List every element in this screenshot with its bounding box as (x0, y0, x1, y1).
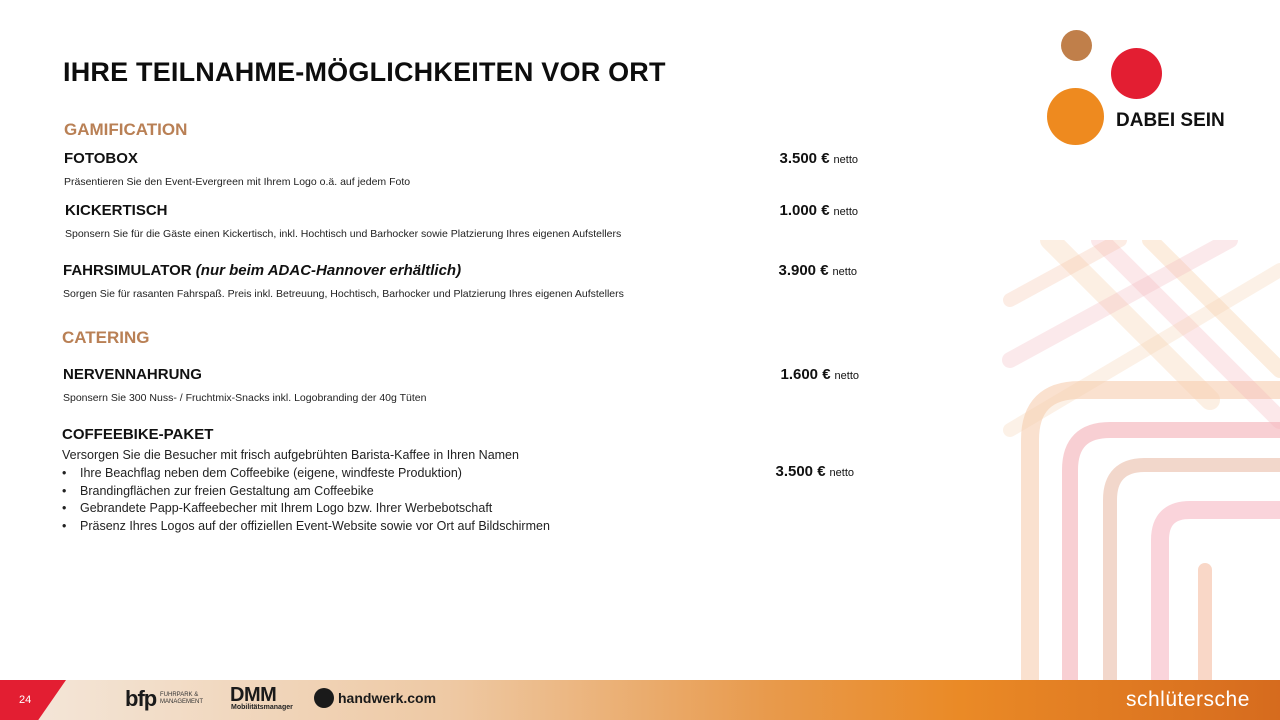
page-number: 24 (19, 694, 32, 706)
item-kickertisch-price (779, 202, 858, 219)
item-fahrsimulator-title: FAHRSIMULATOR (63, 262, 192, 279)
item-kickertisch-desc: Sponsern Sie für die Gäste einen Kickertisch, inkl. Hochtisch und Barhocker sowie Platzierung Ihres eigenen Aufstellers (65, 228, 622, 240)
dabei-sein-badge: DABEI SEIN (1116, 110, 1225, 131)
item-fotobox-desc: Präsentieren Sie den Event-Evergreen mit Ihrem Logo o.ä. auf jedem Foto (64, 176, 411, 188)
bfp-logo-subtitle: FUHRPARK & MANAGEMENT (160, 692, 204, 705)
price-value: 3.900 € (778, 262, 829, 279)
brown-circle-decoration (1061, 30, 1092, 61)
item-nervennahrung-name: NERVENNAHRUNG (63, 366, 202, 383)
item-fahrsimulator-note: (nur beim ADAC-Hannover erhältlich) (195, 262, 462, 279)
item-fotobox-name: FOTOBOX (64, 150, 138, 167)
item-fahrsimulator-desc: Sorgen Sie für rasanten Fahrspaß. Preis inkl. Betreuung, Hochtisch, Barhocker und Platzierung Ihres eigenen Aufstellers (63, 288, 624, 300)
section-catering: CATERING (62, 328, 150, 347)
item-fotobox-price (779, 150, 858, 167)
handwerk-logo: handwerk.com (338, 690, 437, 706)
price-value: 1.600 € (780, 366, 831, 383)
price-value: 1.000 € (779, 202, 830, 219)
red-circle-decoration (1111, 48, 1162, 99)
coffeebike-bullet-list (62, 465, 550, 535)
dmm-logo: DMM (230, 684, 277, 706)
list-item: • Präsenz Ihres Logos auf der offiziellen Event-Website sowie vor Ort auf Bildschirmen (62, 518, 550, 536)
item-fahrsimulator-name (63, 262, 461, 279)
dmm-logo-subtitle: Mobilitätsmanager (231, 704, 293, 711)
section-gamification: GAMIFICATION (64, 120, 188, 139)
item-coffeebike-price (775, 463, 854, 480)
item-nervennahrung-price (780, 366, 859, 383)
price-unit: netto (834, 370, 859, 382)
bfp-logo: bfp (125, 686, 157, 711)
handwerk-logo-icon (314, 688, 334, 708)
decorative-stripes (990, 240, 1280, 680)
item-nervennahrung-desc: Sponsern Sie 300 Nuss- / Fruchtmix-Snacks inkl. Logobranding der 40g Tüten (63, 392, 427, 404)
schluetersche-logo: schlütersche (1126, 688, 1250, 711)
price-unit: netto (832, 266, 857, 278)
item-coffeebike-intro: Versorgen Sie die Besucher mit frisch aufgebrühten Barista-Kaffee in Ihren Namen (62, 448, 519, 462)
price-unit: netto (833, 206, 858, 218)
list-item: • Ihre Beachflag neben dem Coffeebike (eigene, windfeste Produktion) (62, 465, 550, 483)
orange-circle-decoration (1047, 88, 1104, 145)
item-coffeebike-name: COFFEEBIKE-PAKET (62, 426, 214, 443)
list-item: • Gebrandete Papp-Kaffeebecher mit Ihrem Logo bzw. Ihrer Werbebotschaft (62, 500, 550, 518)
item-kickertisch-name: KICKERTISCH (65, 202, 168, 219)
page-title: IHRE TEILNAHME-MÖGLICHKEITEN VOR ORT (63, 57, 666, 87)
list-item: • Brandingflächen zur freien Gestaltung am Coffeebike (62, 483, 550, 501)
price-unit: netto (829, 467, 854, 479)
price-unit: netto (833, 154, 858, 166)
price-value: 3.500 € (775, 463, 826, 480)
price-value: 3.500 € (779, 150, 830, 167)
item-fahrsimulator-price (778, 262, 857, 279)
